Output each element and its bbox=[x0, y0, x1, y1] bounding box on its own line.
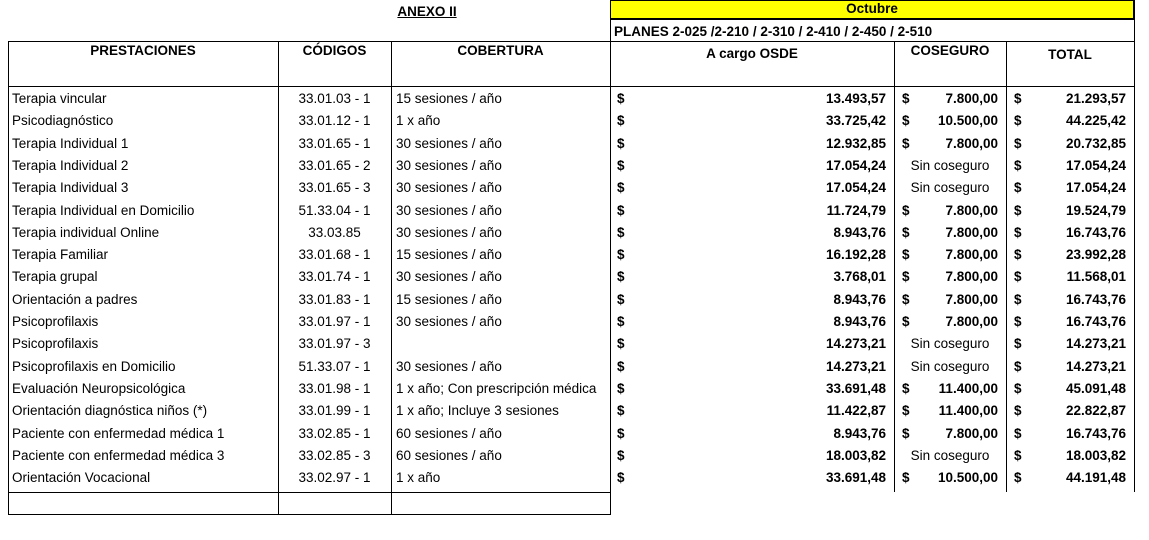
row-osde: 11.724,79 bbox=[826, 203, 886, 218]
row-total: 11.568,01 bbox=[1066, 269, 1126, 284]
row-osde: 8.943,76 bbox=[833, 314, 886, 329]
row-coverage: 1 x año; Con prescripción médica bbox=[396, 381, 597, 396]
currency-sign: $ bbox=[902, 247, 910, 262]
row-coverage: 30 sesiones / año bbox=[396, 158, 502, 173]
row-coseguro: Sin coseguro bbox=[910, 158, 990, 173]
currency-sign: $ bbox=[1014, 180, 1022, 195]
row-coseguro: 7.800,00 bbox=[945, 247, 998, 262]
row-coverage: 60 sesiones / año bbox=[396, 426, 502, 441]
currency-sign: $ bbox=[1014, 136, 1022, 151]
currency-sign: $ bbox=[617, 359, 625, 374]
row-coseguro: Sin coseguro bbox=[910, 359, 990, 374]
row-coseguro: 7.800,00 bbox=[945, 269, 998, 284]
currency-sign: $ bbox=[1014, 292, 1022, 307]
currency-sign: $ bbox=[617, 292, 625, 307]
row-total: 18.003,82 bbox=[1065, 448, 1126, 463]
row-osde: 8.943,76 bbox=[833, 426, 886, 441]
row-total: 14.273,21 bbox=[1065, 359, 1126, 374]
row-code: 33.01.65 - 1 bbox=[298, 136, 371, 151]
currency-sign: $ bbox=[902, 426, 910, 441]
grid-line bbox=[278, 41, 279, 515]
row-name: Psicoprofilaxis bbox=[12, 314, 99, 329]
grid-line bbox=[1134, 0, 1135, 492]
row-name: Terapia Individual 1 bbox=[12, 136, 129, 151]
currency-sign: $ bbox=[1014, 403, 1022, 418]
month-label: Octubre bbox=[846, 1, 898, 16]
row-osde: 33.691,48 bbox=[825, 470, 886, 485]
row-coverage: 1 x año bbox=[396, 470, 441, 485]
row-total: 22.822,87 bbox=[1065, 403, 1126, 418]
row-osde: 33.725,42 bbox=[825, 113, 886, 128]
row-coseguro: 7.800,00 bbox=[945, 426, 998, 441]
row-code: 33.01.12 - 1 bbox=[298, 113, 371, 128]
row-name: Paciente con enfermedad médica 1 bbox=[12, 426, 225, 441]
row-name: Paciente con enfermedad médica 3 bbox=[12, 448, 225, 463]
currency-sign: $ bbox=[617, 269, 625, 284]
row-code: 33.01.65 - 3 bbox=[298, 180, 371, 195]
row-coverage: 30 sesiones / año bbox=[396, 180, 502, 195]
row-code: 33.01.65 - 2 bbox=[298, 158, 371, 173]
currency-sign: $ bbox=[617, 314, 625, 329]
row-coseguro: 10.500,00 bbox=[937, 470, 998, 485]
row-code: 33.01.83 - 1 bbox=[298, 292, 371, 307]
row-coseguro: Sin coseguro bbox=[910, 180, 990, 195]
row-name: Psicoprofilaxis en Domicilio bbox=[12, 359, 176, 374]
row-coverage: 1 x año bbox=[396, 113, 441, 128]
row-coverage: 15 sesiones / año bbox=[396, 247, 502, 262]
currency-sign: $ bbox=[1014, 359, 1022, 374]
row-name: Orientación diagnóstica niños (*) bbox=[12, 403, 208, 418]
currency-sign: $ bbox=[617, 180, 625, 195]
grid-line bbox=[1006, 41, 1007, 492]
row-total: 16.743,76 bbox=[1065, 292, 1126, 307]
row-code: 33.03.85 bbox=[308, 225, 361, 240]
header-coseguro: COSEGURO bbox=[910, 43, 990, 58]
currency-sign: $ bbox=[617, 403, 625, 418]
grid-line bbox=[8, 514, 611, 515]
currency-sign: $ bbox=[1014, 269, 1022, 284]
row-osde: 14.273,21 bbox=[825, 336, 886, 351]
row-name: Terapia individual Online bbox=[12, 225, 160, 240]
header-osde: A cargo OSDE bbox=[706, 46, 798, 61]
currency-sign: $ bbox=[902, 470, 910, 485]
row-name: Terapia Individual 3 bbox=[12, 180, 129, 195]
currency-sign: $ bbox=[617, 448, 625, 463]
currency-sign: $ bbox=[1014, 247, 1022, 262]
row-code: 33.01.03 - 1 bbox=[298, 91, 371, 106]
currency-sign: $ bbox=[617, 336, 625, 351]
row-code: 33.01.97 - 3 bbox=[298, 336, 371, 351]
currency-sign: $ bbox=[1014, 113, 1022, 128]
row-osde: 17.054,24 bbox=[825, 158, 886, 173]
currency-sign: $ bbox=[1014, 225, 1022, 240]
row-total: 17.054,24 bbox=[1065, 158, 1126, 173]
row-total: 19.524,79 bbox=[1065, 203, 1126, 218]
currency-sign: $ bbox=[902, 403, 910, 418]
currency-sign: $ bbox=[1014, 203, 1022, 218]
row-coseguro: 11.400,00 bbox=[938, 403, 998, 418]
currency-sign: $ bbox=[1014, 158, 1022, 173]
row-coverage: 30 sesiones / año bbox=[396, 359, 502, 374]
plans-label: PLANES 2-025 /2-210 / 2-310 / 2-410 / 2-450 / 2-510 bbox=[614, 24, 933, 39]
row-total: 44.225,42 bbox=[1065, 113, 1126, 128]
header-prestaciones: PRESTACIONES bbox=[90, 43, 196, 58]
grid-line bbox=[894, 41, 895, 492]
currency-sign: $ bbox=[1014, 336, 1022, 351]
row-code: 33.01.97 - 1 bbox=[298, 314, 371, 329]
row-total: 17.054,24 bbox=[1065, 180, 1126, 195]
currency-sign: $ bbox=[617, 158, 625, 173]
row-osde: 17.054,24 bbox=[825, 180, 886, 195]
row-coverage: 30 sesiones / año bbox=[396, 225, 502, 240]
currency-sign: $ bbox=[902, 269, 910, 284]
row-osde: 12.932,85 bbox=[825, 136, 886, 151]
row-coseguro: 7.800,00 bbox=[945, 314, 998, 329]
currency-sign: $ bbox=[1014, 381, 1022, 396]
currency-sign: $ bbox=[902, 91, 910, 106]
row-total: 23.992,28 bbox=[1065, 247, 1126, 262]
row-code: 33.01.99 - 1 bbox=[298, 403, 371, 418]
currency-sign: $ bbox=[902, 203, 910, 218]
row-total: 21.293,57 bbox=[1065, 91, 1126, 106]
grid-line bbox=[8, 492, 611, 493]
header-codigos: CÓDIGOS bbox=[302, 43, 367, 58]
row-coverage: 30 sesiones / año bbox=[396, 314, 502, 329]
row-total: 16.743,76 bbox=[1065, 225, 1126, 240]
grid-line bbox=[8, 41, 9, 515]
row-osde: 3.768,01 bbox=[833, 269, 886, 284]
row-osde: 14.273,21 bbox=[825, 359, 886, 374]
row-total: 16.743,76 bbox=[1065, 314, 1126, 329]
row-coseguro: 10.500,00 bbox=[937, 113, 998, 128]
grid-line bbox=[8, 41, 1135, 42]
currency-sign: $ bbox=[902, 292, 910, 307]
row-osde: 16.192,28 bbox=[825, 247, 886, 262]
currency-sign: $ bbox=[1014, 448, 1022, 463]
currency-sign: $ bbox=[617, 203, 625, 218]
currency-sign: $ bbox=[1014, 91, 1022, 106]
row-coseguro: 11.400,00 bbox=[938, 381, 998, 396]
row-coseguro: 7.800,00 bbox=[945, 203, 998, 218]
row-osde: 18.003,82 bbox=[825, 448, 886, 463]
row-name: Terapia vincular bbox=[12, 91, 107, 106]
row-osde: 13.493,57 bbox=[825, 91, 886, 106]
row-coverage: 1 x año; Incluye 3 sesiones bbox=[396, 403, 559, 418]
row-name: Orientación Vocacional bbox=[12, 470, 151, 485]
currency-sign: $ bbox=[902, 225, 910, 240]
row-name: Evaluación Neuropsicológica bbox=[12, 381, 186, 396]
currency-sign: $ bbox=[617, 225, 625, 240]
row-coseguro: 7.800,00 bbox=[945, 225, 998, 240]
row-coverage: 15 sesiones / año bbox=[396, 292, 502, 307]
page-title: ANEXO II bbox=[397, 4, 457, 19]
grid-line bbox=[391, 41, 392, 515]
currency-sign: $ bbox=[902, 314, 910, 329]
grid-line bbox=[610, 0, 611, 515]
currency-sign: $ bbox=[617, 113, 625, 128]
row-name: Terapia Individual en Domicilio bbox=[12, 203, 195, 218]
row-osde: 8.943,76 bbox=[833, 292, 886, 307]
row-total: 20.732,85 bbox=[1065, 136, 1126, 151]
currency-sign: $ bbox=[1014, 314, 1022, 329]
row-code: 51.33.07 - 1 bbox=[298, 359, 371, 374]
row-code: 51.33.04 - 1 bbox=[298, 203, 371, 218]
row-code: 33.02.97 - 1 bbox=[298, 470, 371, 485]
header-cobertura: COBERTURA bbox=[457, 43, 544, 58]
row-coverage: 60 sesiones / año bbox=[396, 448, 502, 463]
row-name: Terapia Familiar bbox=[12, 247, 109, 262]
currency-sign: $ bbox=[617, 470, 625, 485]
row-name: Terapia grupal bbox=[12, 269, 98, 284]
row-total: 45.091,48 bbox=[1065, 381, 1126, 396]
row-total: 44.191,48 bbox=[1065, 470, 1126, 485]
row-name: Orientación a padres bbox=[12, 292, 138, 307]
row-code: 33.02.85 - 1 bbox=[298, 426, 371, 441]
row-coseguro: 7.800,00 bbox=[945, 136, 998, 151]
row-code: 33.01.68 - 1 bbox=[298, 247, 371, 262]
row-coseguro: Sin coseguro bbox=[910, 336, 990, 351]
row-code: 33.01.74 - 1 bbox=[298, 269, 371, 284]
currency-sign: $ bbox=[617, 247, 625, 262]
row-total: 14.273,21 bbox=[1065, 336, 1126, 351]
row-coverage: 30 sesiones / año bbox=[396, 203, 502, 218]
currency-sign: $ bbox=[902, 381, 910, 396]
row-osde: 33.691,48 bbox=[825, 381, 886, 396]
grid-line bbox=[8, 86, 1135, 87]
row-code: 33.01.98 - 1 bbox=[298, 381, 371, 396]
row-name: Terapia Individual 2 bbox=[12, 158, 129, 173]
currency-sign: $ bbox=[902, 113, 910, 128]
row-coverage: 30 sesiones / año bbox=[396, 269, 502, 284]
currency-sign: $ bbox=[617, 381, 625, 396]
currency-sign: $ bbox=[1014, 426, 1022, 441]
header-total: TOTAL bbox=[1048, 47, 1092, 62]
row-coseguro: 7.800,00 bbox=[945, 292, 998, 307]
row-total: 16.743,76 bbox=[1065, 426, 1126, 441]
row-osde: 8.943,76 bbox=[833, 225, 886, 240]
row-name: Psicoprofilaxis bbox=[12, 336, 99, 351]
row-name: Psicodiagnóstico bbox=[12, 113, 114, 128]
currency-sign: $ bbox=[1014, 470, 1022, 485]
row-osde: 11.422,87 bbox=[826, 403, 886, 418]
row-coseguro: Sin coseguro bbox=[910, 448, 990, 463]
row-coverage: 15 sesiones / año bbox=[396, 91, 502, 106]
currency-sign: $ bbox=[617, 136, 625, 151]
row-coverage: 30 sesiones / año bbox=[396, 136, 502, 151]
currency-sign: $ bbox=[617, 91, 625, 106]
grid-line bbox=[610, 19, 1135, 20]
currency-sign: $ bbox=[617, 426, 625, 441]
row-code: 33.02.85 - 3 bbox=[298, 448, 371, 463]
row-coseguro: 7.800,00 bbox=[945, 91, 998, 106]
currency-sign: $ bbox=[902, 136, 910, 151]
